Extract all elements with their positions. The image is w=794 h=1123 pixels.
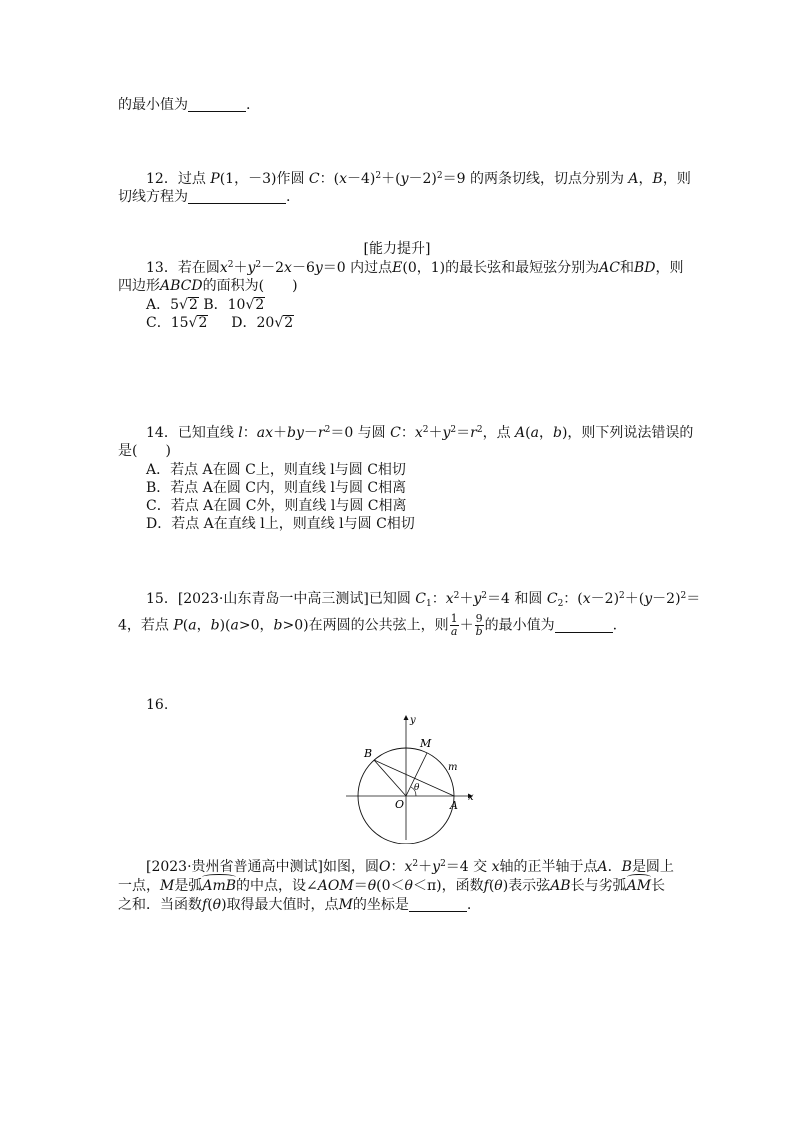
option-d: D．20√2 bbox=[231, 315, 294, 331]
question-15-line-2: 4，若点 P(a，b)(a>0，b>0)在两圆的公共弦上，则 $\frac{1}{a}$ ＋ $\frac{9}{b}$ 的最小值为 . bbox=[118, 612, 618, 638]
label-m: M bbox=[420, 737, 432, 750]
question-16-line-2: 一点，M是弧AmB的中点，设∠AOM＝θ(0＜θ＜π)，函数f(θ)表示弦AB长与劣弧AM长 bbox=[118, 878, 666, 894]
question-16-line-3: 之和．当函数f(θ)取得最大值时，点M的坐标是 . bbox=[118, 897, 472, 913]
arc-amb: AmB bbox=[202, 878, 237, 894]
option-b: B．若点 A在圆 C内，则直线 l与圆 C相离 bbox=[146, 480, 407, 496]
question-15-line-1: 15．[2023·山东青岛一中高三测试]已知圆 $C_1$：$x^2+y^2=4$ 和圆 $C_2$：$(x-2)^2+(y-2)^2=$ bbox=[146, 591, 701, 609]
option-a: A．若点 A在圆 C上，则直线 l与圆 C相切 bbox=[146, 462, 406, 478]
label-y: y bbox=[410, 715, 416, 726]
label-a: A bbox=[450, 799, 458, 812]
question-16-line-1: [2023·贵州省普通高中测试]如图，圆O：$x^2+y^2=4$ 交 x轴的正半轴于点A．B是圆上 bbox=[146, 859, 674, 875]
question-13-line-1: 13．若在圆$x^2+y^2-2x-6y=0$ 内过点E(0，1)的最长弦和最短弦分别为AC和BD，则 bbox=[146, 260, 684, 276]
fraction-1-over-a: $\frac{1}{a}$ bbox=[450, 612, 458, 638]
section-title: [能力提升] bbox=[363, 241, 431, 257]
label-theta: θ bbox=[414, 783, 420, 793]
label-o: O bbox=[395, 798, 405, 811]
option-a: A．5√2 bbox=[146, 297, 198, 313]
option-b: B．10√2 bbox=[203, 297, 265, 313]
radius-ob bbox=[374, 760, 406, 796]
question-12-line-2: 切线方程为 . bbox=[118, 189, 291, 205]
question-14-line-2: 是( ) bbox=[118, 443, 171, 459]
arc-am: AM bbox=[626, 878, 652, 894]
answer-blank bbox=[188, 189, 286, 204]
option-d: D．若点 A在直线 l上，则直线 l与圆 C相切 bbox=[146, 516, 415, 532]
label-b: B bbox=[364, 747, 373, 760]
answer-blank bbox=[555, 618, 613, 633]
question-12-line-1: 12．过点 P(1，－3)作圆 C：$(x-4)^2+(y-2)^2=9$ 的两条切线，切点分别为 A，B，则 bbox=[146, 171, 691, 187]
label-arc-m: m bbox=[448, 762, 458, 773]
previous-question-tail: 的最小值为 . bbox=[118, 97, 251, 113]
fraction-9-over-b: $\frac{9}{b}$ bbox=[475, 612, 483, 638]
question-13-line-2: 四边形ABCD的面积为( ) bbox=[118, 278, 298, 294]
question-14-line-1: 14．已知直线 l：$ax+by-r^2=0$ 与圆 C：$x^2+y^2=r^2$，点 A(a，b)，则下列说法错误的 bbox=[146, 425, 694, 441]
label-x: x bbox=[468, 792, 474, 803]
option-c: C．15√2 bbox=[146, 315, 208, 331]
question-13-options-ab bbox=[146, 296, 265, 314]
answer-blank bbox=[409, 897, 467, 912]
question-16-number: 16. bbox=[146, 697, 169, 713]
y-axis-arrow bbox=[404, 715, 409, 720]
option-c: C．若点 A在圆 C外，则直线 l与圆 C相离 bbox=[146, 498, 407, 514]
circle-figure bbox=[340, 710, 480, 844]
question-13-options-cd bbox=[146, 314, 294, 332]
answer-blank bbox=[188, 97, 246, 112]
